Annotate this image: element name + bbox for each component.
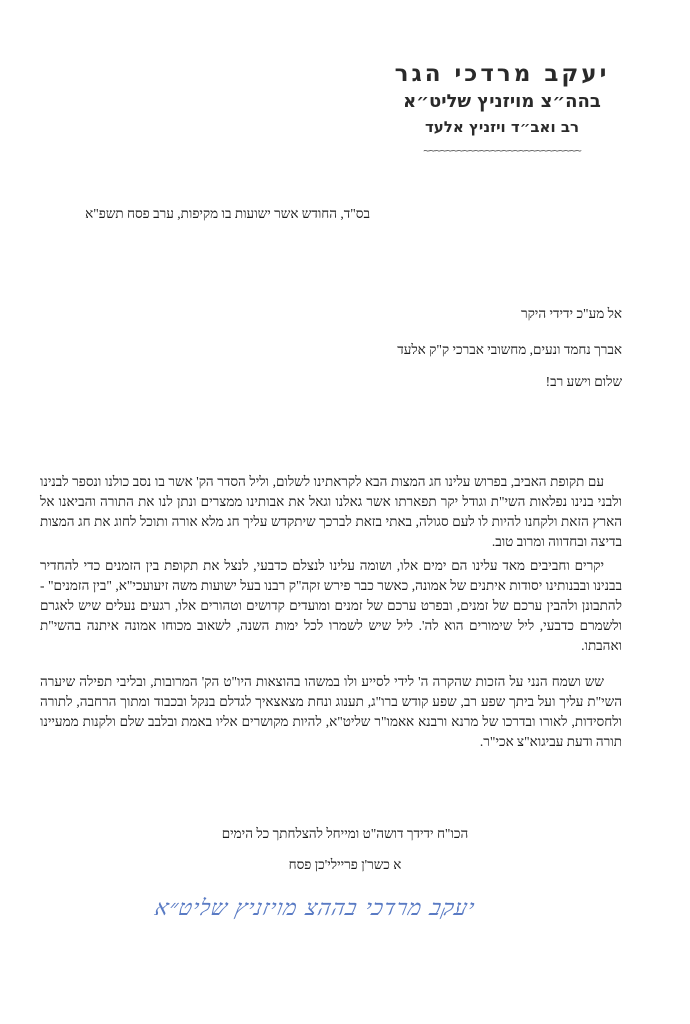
greeting: שלום וישע רב! xyxy=(545,374,622,389)
address-line-2: אברך נחמד ונעים, מחשובי אברכי ק"ק אלעד xyxy=(397,342,622,357)
letterhead-subtitle: רב ואב״ד ויזניץ אלעד xyxy=(424,118,580,136)
paragraph-text: שש ושמח הנני על הזכות שהקרה ה' לידי לסייע ולו במשהו בהוצאות היו"ט הק' המרובות, ובליבי תפילה שיערה השי"ת עליך ועל ביתך שפע רב, שפע קודש ברו"ג, תענוג ונחת מצאצאיך לגדלם בנקל ובכבוד ומתוך הרחבה, לתורה ולחסידות, לאורו ובדרכו של מרנא ורבנא אאמו"ר שליט"א, להיות מקושרים אליו באמת ובלבב שלם ולקנות ממעיינו תורה ודעת עביגוא"צ אכי"ר. xyxy=(40,674,622,749)
address-line-1: אל מע"כ ידידי היקר xyxy=(520,306,622,321)
closing-line-1: הכו"ח ידידך דושה"ט ומייחל להצלחתך כל הימים xyxy=(221,826,469,841)
handwritten-signature: יעקב מרדכי בההצ מויזניץ שליט״א xyxy=(152,896,478,921)
letterhead-name: יעקב מרדכי הגר xyxy=(394,61,610,87)
letterhead xyxy=(352,60,652,157)
date-line: בס"ד, החודש אשר ישועות בו מקיפות, ערב פסח תשפ"א xyxy=(85,206,370,221)
letterhead-title: בהה״צ מויזניץ שליט״א xyxy=(403,91,601,112)
body-paragraph-1 xyxy=(40,472,622,552)
paragraph-text: יקרים וחביבים מאד עלינו הם ימים אלו, ושומה עלינו לנצלם כדבעי, לנצל את תקופת בין הזמנים כדי להחדיר בבנינו ובבנותינו יסודות איתנים של אמונה, כאשר כבר פירש זקה"ק רבנו בעל ישועות משה זיעועכי"א, "בין הזמנים" - להתבונן ולהבין ערכם של זמנים, ובפרט ערכם של זמנים ומועדים קדושים וטהורים אלו, רגעים נעלים שיש לאגרם ולשמרם כדבעי, ליל שימורים הוא לה'. ליל שיש לשמרו לכל ימות השנה, לשאוב מכוחו אמונה איתנה בהשי"ת ואהבתו. xyxy=(40,558,622,653)
body-paragraph-2 xyxy=(40,556,622,656)
closing-line-2: א כשר'ן פריילי'כן פסח xyxy=(288,857,402,872)
body-paragraph-3 xyxy=(40,672,622,752)
letterhead-divider: ~~~~~~~~~~~~~~~~~~~~~~~~~~~~ xyxy=(423,144,581,157)
paragraph-text: עם תקופת האביב, בפרוש עלינו חג המצות הבא לקראתינו לשלום, וליל הסדר הק' אשר בו נסב כולנו ונספר לבנינו ולבני בנינו נפלאות השי"ת וגודל יקר תפארתו אשר גאלנו וגאל את אבותינו ממצרים ונתן לנו את התורה והביאנו אל הארץ הזאת ולקחנו להיות לו לעם סגולה, באתי בזאת לברכך שיתקדש עליך חג מלא אורה ותוכל לחוג את חג המצות בדיצה ובחדווה ומרוב טוב. xyxy=(40,474,622,549)
